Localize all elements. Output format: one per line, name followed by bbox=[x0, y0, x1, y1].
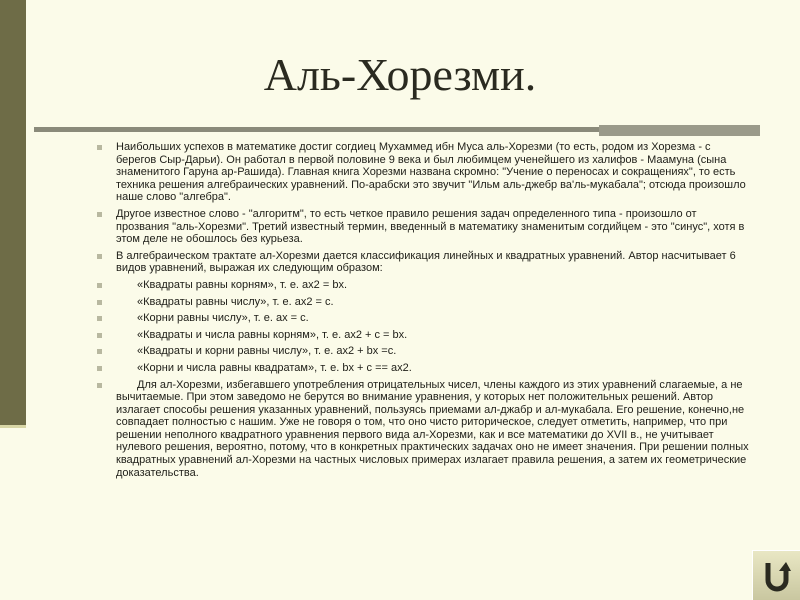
list-item: «Корни и числа равны квадратам», т. е. bx + с == ах2. bbox=[97, 362, 749, 375]
bullet-icon bbox=[97, 283, 102, 288]
title-divider-thick bbox=[34, 127, 599, 132]
title-divider bbox=[34, 130, 760, 132]
bullet-icon bbox=[97, 349, 102, 354]
list-item: В алгебраическом трактате ал-Хорезми дается классификация линейных и квадратных уравнений. Автор насчитывает 6 видов уравнений, выражая их следующим образом: bbox=[97, 250, 749, 275]
list-item: Другое известное слово - "алгоритм", то есть четкое правило решения задач определенного типа - произошло от прозвания "аль-Хорезми". Третий известный термин, введенный в математику знаменитым согдийцем - это "синус", хотя в этом деле не обошлось без курьеза. bbox=[97, 208, 749, 246]
list-item: «Квадраты равны числу», т. е. ах2 = с. bbox=[97, 296, 749, 309]
bullet-icon bbox=[97, 333, 102, 338]
list-item: «Квадраты и корни равны числу», т. е. ах2 + bx =с. bbox=[97, 345, 749, 358]
return-arrow-icon bbox=[763, 560, 791, 592]
bullet-icon bbox=[97, 366, 102, 371]
list-item: Для ал-Хорезми, избегавшего употребления отрицательных чисел, члены каждого из этих уравнений слагаемые, а не вычитаемые. При этом заведомо не берутся во внимание уравнения, у которых нет положительных решений. Автор излагает способы решения указанных уравнений, пользуясь приемами ал-джабр и ал-мукабала. Его решение, конечно,не совпадает полностью с нашим. Уже не говоря о том, что оно чисто риторическое, следует отметить, например, что при решении неполного квадратного уравнения первого вида ал-Хорезми, как и все математики до XVII в., не учитывает нулевого решения, вероятно, потому, что в конкретных практических задачах оно не имеет значения. При решении полных квадратных уравнений ал-Хорезми на частных числовых примерах излагает правила решения, а затем их геометрические доказательства. bbox=[97, 379, 749, 480]
title-divider-block bbox=[599, 125, 760, 136]
bullet-icon bbox=[97, 212, 102, 217]
left-bar-lower bbox=[0, 428, 26, 600]
return-button[interactable] bbox=[752, 550, 800, 600]
slide-title: Аль-Хорезми. bbox=[263, 49, 537, 100]
list-item: «Квадраты равны корням», т. е. ах2 = bх. bbox=[97, 279, 749, 292]
bullet-icon bbox=[97, 254, 102, 259]
bullet-icon bbox=[97, 383, 102, 388]
bullet-icon bbox=[97, 145, 102, 150]
bullet-icon bbox=[97, 316, 102, 321]
list-item: «Квадраты и числа равны корням», т. е. ах2 + с = bх. bbox=[97, 329, 749, 342]
list-item: Наибольших успехов в математике достиг согдиец Мухаммед ибн Муса аль-Хорезми (то есть, родом из Хорезма - с берегов Сыр-Дарьи). Он работал в первой половине 9 века и был любимцем ученейшего из халифов - Маамуна (сына знаменитого Гаруна ар-Рашида). Главная книга Хорезми названа скромно: "Учение о переносах и сокращениях", то есть техника решения алгебраических уравнений. По-арабски это звучит "Ильм аль-джебр ва'ль-мукабала"; отсюда произошло наше слово "алгебра". bbox=[97, 141, 749, 204]
list-item: «Корни равны числу», т. е. ах = с. bbox=[97, 312, 749, 325]
slide-body bbox=[97, 141, 749, 483]
bullet-icon bbox=[97, 300, 102, 305]
